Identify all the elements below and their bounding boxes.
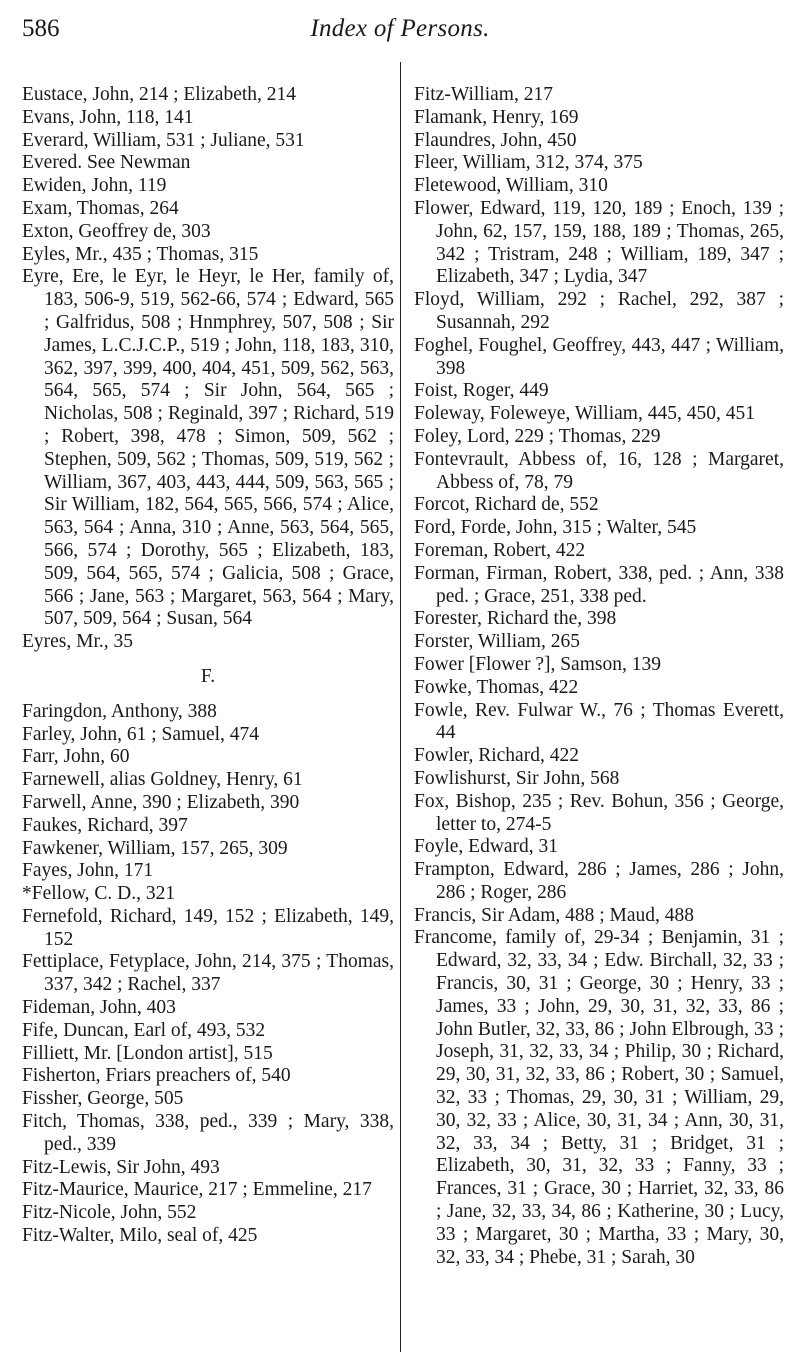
index-entry: Ewiden, John, 119	[22, 175, 167, 197]
index-entry: Foghel, Foughel, Geoffrey, 443, 447 ; William, 398	[414, 334, 784, 379]
index-entry: Fowlishurst, Sir John, 568	[414, 767, 620, 789]
index-entry: Foyle, Edward, 31	[414, 836, 559, 858]
index-entry: *Fellow, C. D., 321	[22, 883, 176, 905]
index-entry: Fitz-Walter, Milo, seal of, 425	[22, 1225, 258, 1247]
index-entry: Fideman, John, 403	[22, 997, 176, 1019]
index-entry: Fitz-Nicole, John, 552	[22, 1202, 197, 1224]
index-entry: Frampton, Edward, 286 ; James, 286 ; John, 286 ; Roger, 286	[414, 859, 784, 903]
running-head: Index of Persons.	[310, 15, 490, 42]
index-entry: Eyres, Mr., 35	[22, 631, 134, 653]
index-entry: Eustace, John, 214 ; Elizabeth, 214	[22, 84, 297, 105]
index-entry: Flaundres, John, 450	[414, 129, 577, 151]
index-entry: Farley, John, 61 ; Samuel, 474	[22, 723, 260, 745]
index-entry: Flamank, Henry, 169	[414, 106, 579, 128]
index-entry: Flower, Edward, 119, 120, 189 ; Enoch, 139 ; John, 62, 157, 159, 188, 189 ; Thomas, 265, 342 ; Tristram, 248 ; William, 189, 347 ; Elizabeth, 347 ; Lydia, 347	[414, 197, 784, 288]
index-entry: Exton, Geoffrey de, 303	[22, 220, 211, 242]
index-entry: Fox, Bishop, 235 ; Rev. Bohun, 356 ; George, letter to, 274-5	[414, 790, 784, 835]
index-entry: Fletewood, William, 310	[414, 175, 608, 197]
index-entry: Fitz-William, 217	[414, 84, 553, 105]
index-entry: Everard, William, 531 ; Juliane, 531	[22, 129, 305, 151]
index-entry: Forman, Firman, Robert, 338, ped. ; Ann, 338 ped. ; Grace, 251, 338 ped.	[414, 562, 784, 607]
index-entry: Eyre, Ere, le Eyr, le Heyr, le Her, family of, 183, 506-9, 519, 562-66, 574 ; Edward, 565 ; Galfridus, 508 ; Hnmphrey, 507, 508 ; Sir James, L.C.J.C.P., 519 ; John, 118, 183, 310, 362, 397, 399, 400, 404, 451, 509, 562, 563, 564, 565, 574 ; Sir John, 564, 565 ; Nicholas, 508 ; Reginald, 397 ; Richard, 519 ; Robert, 398, 478 ; Simon, 509, 562 ; Stephen, 509, 562 ; Thomas, 509, 519, 562 ; William, 367, 403, 443, 444, 509, 563, 565 ; Sir William, 182, 564, 565, 566, 574 ; Alice, 563, 564 ; Anna, 310 ; Anne, 563, 564, 565, 566, 574 ; Dorothy, 565 ; Elizabeth, 183, 509, 564, 565, 574 ; Galicia, 508 ; Grace, 566 ; Jane, 563 ; Margaret, 563, 564 ; Mary, 507, 509, 564 ; Susan, 564	[22, 266, 394, 630]
index-entry: Fowler, Richard, 422	[414, 745, 579, 767]
index-entry: Evans, John, 118, 141	[22, 106, 194, 128]
index-entry: Francome, family of, 29-34 ; Benjamin, 31 ; Edward, 32, 33, 34 ; Edw. Birchall, 32, 33 ; Francis, 30, 31 ; George, 30 ; Henry, 33 ; James, 33 ; John, 29, 30, 31, 32, 33, 86 ; John Butler, 32, 33, 86 ; John Elbrough, 33 ; Joseph, 31, 32, 33, 34 ; Philip, 30 ; Richard, 29, 30, 31, 32, 33, 86 ; Robert, 30 ; Samuel, 32, 33 ; Thomas, 29, 30, 31 ; William, 29, 30, 32, 33 ; Alice, 30, 31, 34 ; Ann, 30, 31, 32, 33, 34 ; Betty, 31 ; Bridget, 31 ; Elizabeth, 30, 31, 32, 33 ; Fanny, 33 ; Frances, 31 ; Grace, 30 ; Harriet, 32, 33, 86 ; Jane, 32, 33, 34, 86 ; Katherine, 30 ; Lucy, 33 ; Margaret, 30 ; Martha, 33 ; Mary, 30, 32, 33, 34 ; Phebe, 31 ; Sarah, 30	[414, 927, 784, 1268]
index-entry: Fayes, John, 171	[22, 860, 154, 882]
index-entry: Forster, William, 265	[414, 631, 580, 653]
section-letter: F.	[200, 665, 216, 687]
index-entry: Farnewell, alias Goldney, Henry, 61	[22, 769, 303, 791]
index-entry: Fernefold, Richard, 149, 152 ; Elizabeth, 149, 152	[22, 905, 394, 950]
right-column	[414, 84, 784, 1269]
index-entry: Forester, Richard the, 398	[414, 608, 617, 630]
index-entry: Faukes, Richard, 397	[22, 814, 188, 836]
index-entry: Foleway, Foleweye, William, 445, 450, 451	[414, 403, 755, 425]
index-entry: Farr, John, 60	[22, 746, 130, 768]
index-entry: Fleer, William, 312, 374, 375	[414, 152, 643, 174]
index-entry: Fitch, Thomas, 338, ped., 339 ; Mary, 338, ped., 339	[22, 1111, 394, 1155]
index-entry: Foley, Lord, 229 ; Thomas, 229	[414, 425, 661, 447]
index-entry: Fitz-Lewis, Sir John, 493	[22, 1156, 220, 1178]
index-entry: Fife, Duncan, Earl of, 493, 532	[22, 1019, 266, 1041]
column-divider	[400, 62, 401, 1352]
index-entry: Fettiplace, Fetyplace, John, 214, 375 ; Thomas, 337, 342 ; Rachel, 337	[22, 951, 394, 996]
index-entry: Floyd, William, 292 ; Rachel, 292, 387 ; Susannah, 292	[414, 289, 784, 333]
index-entry: Forcot, Richard de, 552	[414, 494, 599, 516]
index-entry: Fissher, George, 505	[22, 1088, 184, 1110]
index-entry: Fowle, Rev. Fulwar W., 76 ; Thomas Everett, 44	[414, 699, 784, 744]
index-entry: Francis, Sir Adam, 488 ; Maud, 488	[414, 904, 695, 926]
index-entry: Fisherton, Friars preachers of, 540	[22, 1065, 291, 1087]
index-entry: Evered. See Newman	[22, 152, 191, 174]
page-number: 586	[22, 15, 60, 42]
index-entry: Filliett, Mr. [London artist], 515	[22, 1042, 273, 1064]
index-entry: Exam, Thomas, 264	[22, 197, 179, 219]
index-entry: Fowke, Thomas, 422	[414, 676, 579, 698]
index-entry: Ford, Forde, John, 315 ; Walter, 545	[414, 517, 697, 539]
index-entry: Foreman, Robert, 422	[414, 539, 586, 561]
index-entry: Foist, Roger, 449	[414, 380, 549, 402]
index-entry: Eyles, Mr., 435 ; Thomas, 315	[22, 243, 259, 265]
index-entry: Fawkener, William, 157, 265, 309	[22, 837, 288, 859]
left-column	[22, 84, 394, 1248]
index-entry: Fower [Flower ?], Samson, 139	[414, 653, 661, 675]
index-entry: Fontevrault, Abbess of, 16, 128 ; Margaret, Abbess of, 78, 79	[414, 448, 784, 493]
index-entry: Farwell, Anne, 390 ; Elizabeth, 390	[22, 791, 300, 813]
index-entry: Fitz-Maurice, Maurice, 217 ; Emmeline, 217	[22, 1179, 372, 1201]
index-entry: Faringdon, Anthony, 388	[22, 700, 217, 722]
